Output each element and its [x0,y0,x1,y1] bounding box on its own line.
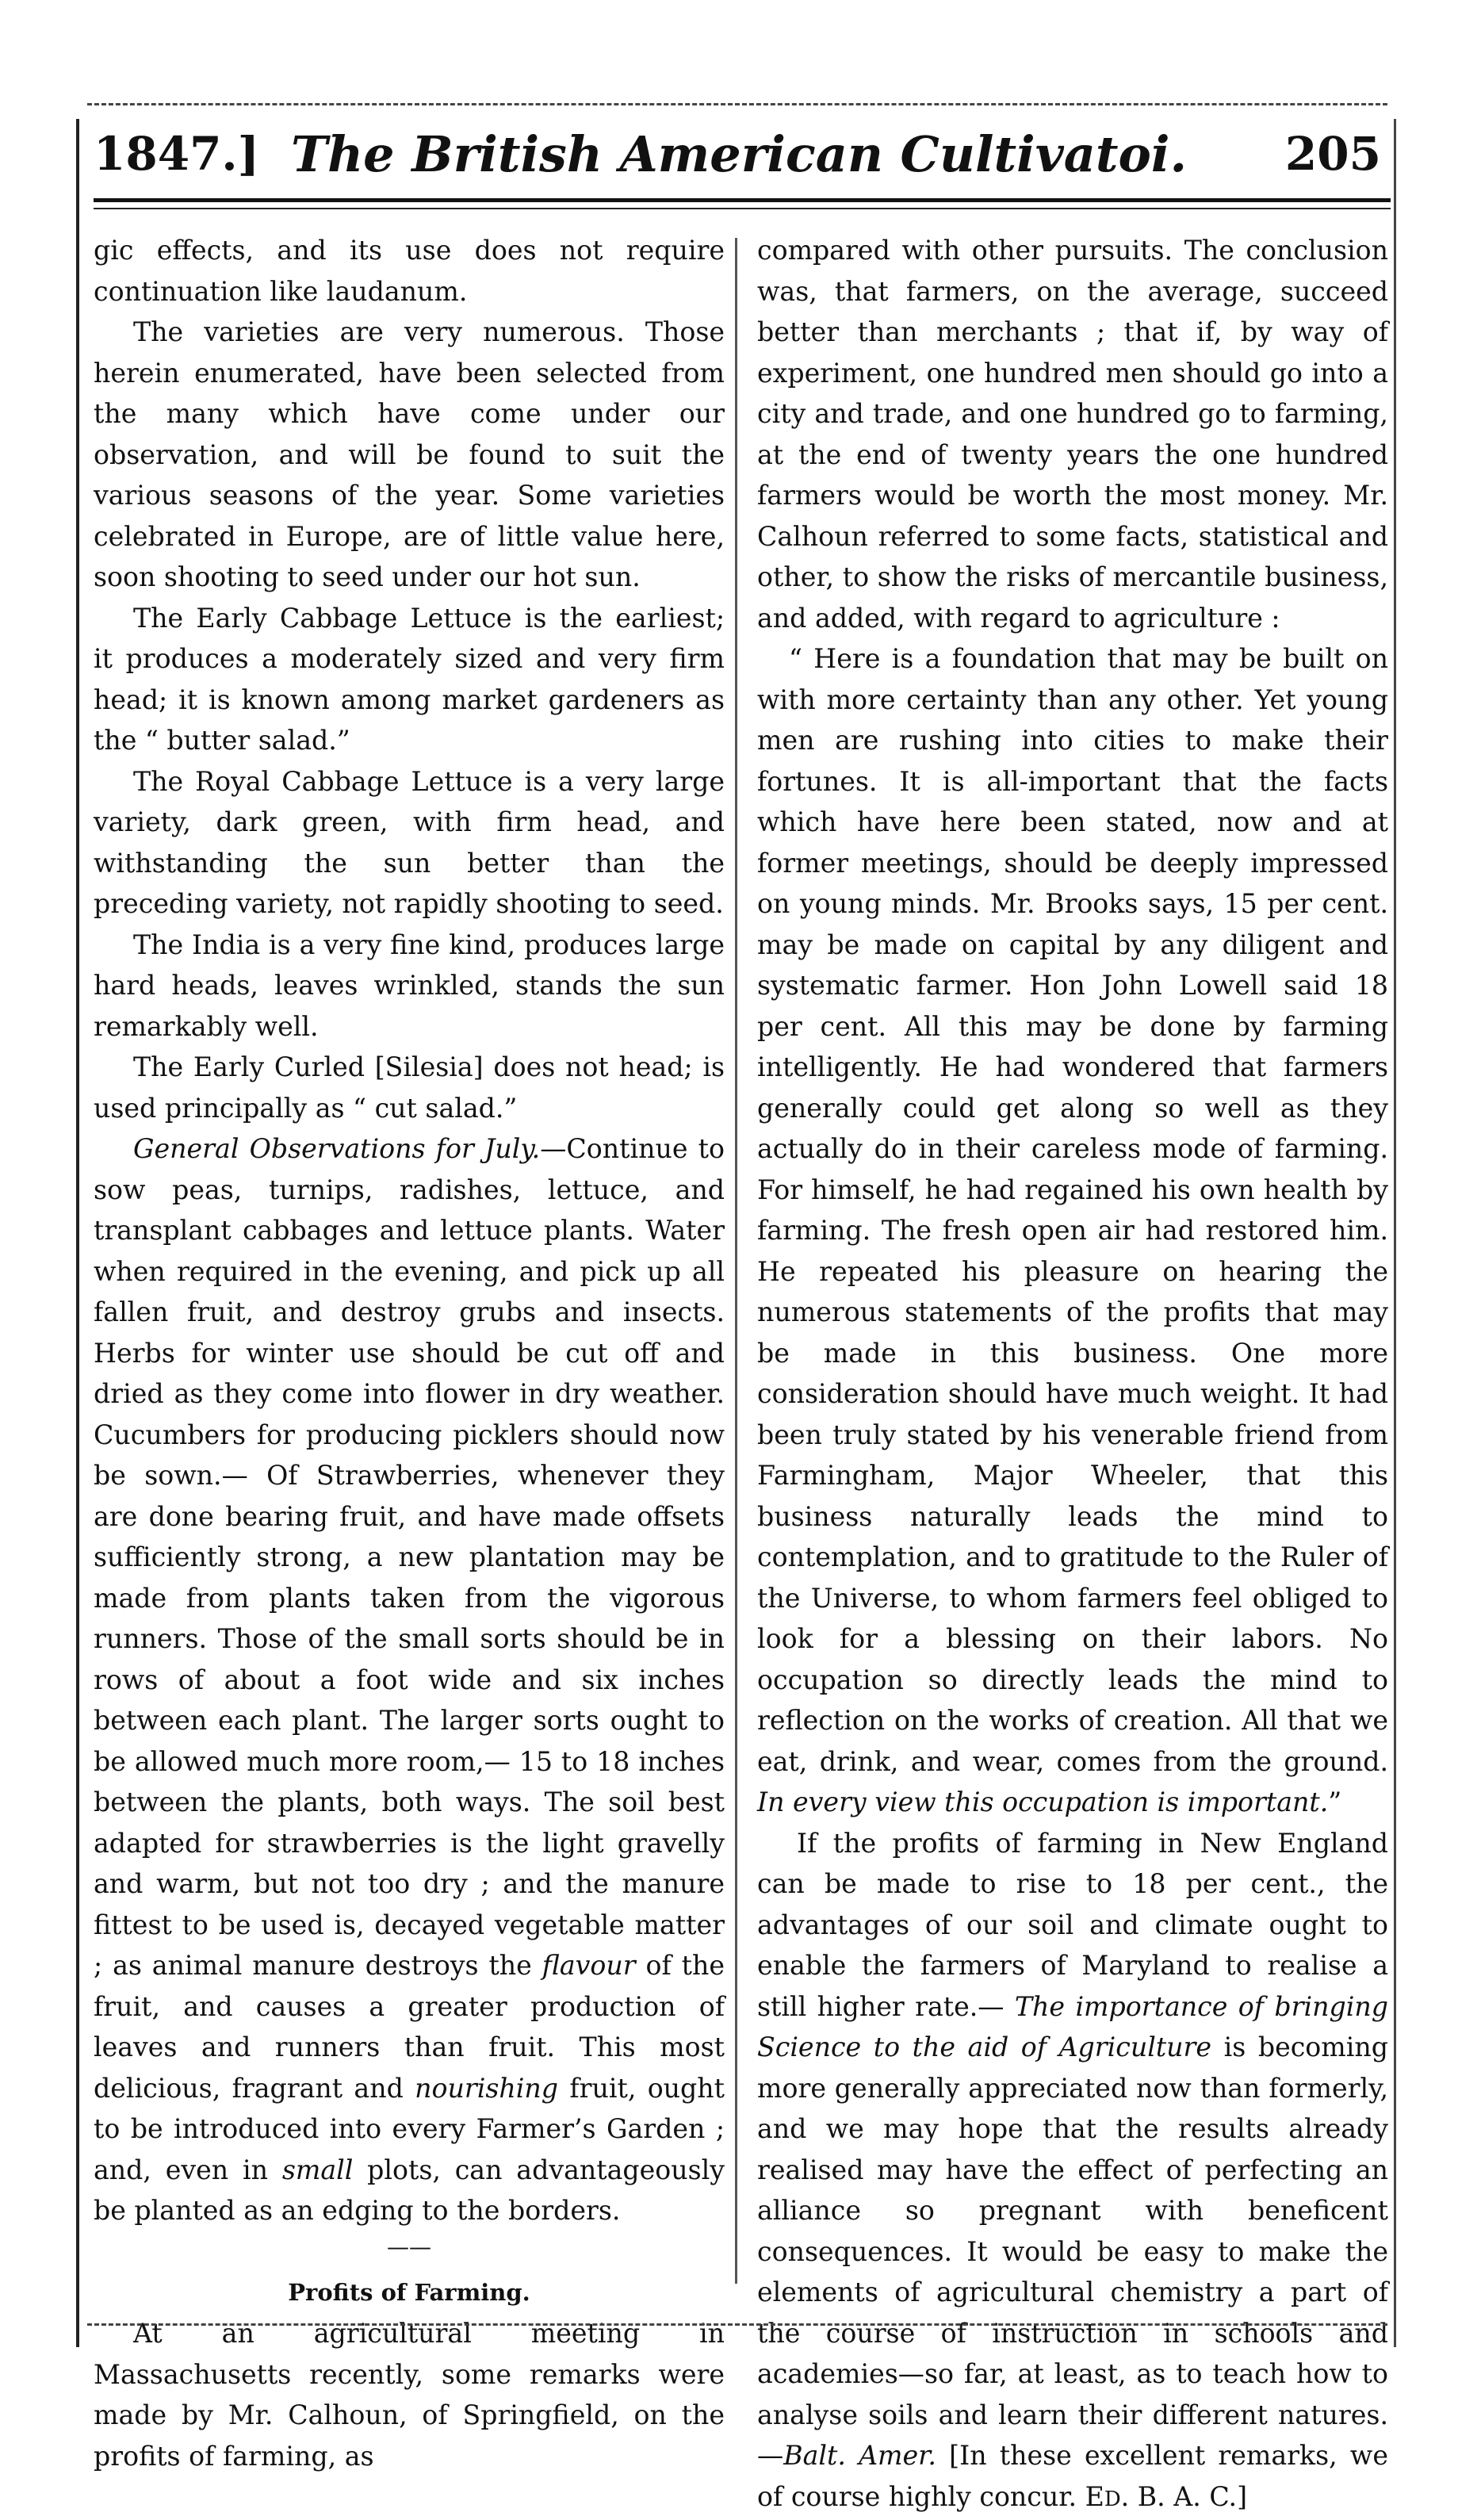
paragraph: The varieties are very numerous. Those herein enumerated, have been selected from the many which have come under our observation, and will be found to suit the various seasons of the year. Some varieties celebrated in Europe, are of little value here, soon shooting to seed under our hot sun. [94,312,725,598]
paragraph: If the profits of farming in New England can be made to rise to 18 per cent., the advantages of our soil and climate ought to enable the farmers of Maryland to realise a still higher rate.— The importance of bringing Science to the aid of Agriculture is becoming more generally appreciated now than formerly, and we may hope that the results already realised may have the effect of perfecting an alliance so pregnant with beneficent consequences. It would be easy to make the elements of agricultural chemistry a part of the course of instruction in schools and academies—so far, at least, as to teach how to analyse soils and learn their different natures.—Balt. Amer. [In these excellent remarks, we of course highly concur. ED. B. A. C.] [757,1823,1388,2520]
section-title: Profits of Farming. [94,2273,725,2314]
paragraph-july-observations: General Observations for July.—Continue to sow peas, turnips, radishes, lettuce, and transplant cabbages and lettuce plants. Water when required in the evening, and pick up all fallen fruit, and destroy grubs and insects. Herbs for winter use should be cut off and dried as they come into flower in dry weather. Cucumbers for producing picklers should now be sown.— Of Strawberries, whenever they are done bearing fruit, and have made offsets sufficiently strong, a new plantation may be made from plants taken from the vigorous runners. Those of the small sorts should be in rows of about a foot wide and six inches between each plant. The larger sorts ought to be allowed much more room,— 15 to 18 inches between the plants, both ways. The soil best adapted for strawberries is the light gravelly and warm, but not too dry ; and the manure fittest to be used is, decayed vegetable matter ; as animal manure destroys the flavour of the fruit, and causes a greater production of leaves and runners than fruit. This most delicious, fragrant and nourishing fruit, ought to be introduced into every Farmer’s Garden ; and, even in small plots, can advantageously be planted as an edging to the borders. [94,1128,725,2231]
header-year: 1847.] [94,127,259,181]
subheading-july: General Observations for July. [133,1133,540,1164]
right-column [757,230,1388,2520]
paragraph: At an agricultural meeting in Massachusetts recently, some remarks were made by Mr. Calhoun, of Springfield, on the profits of farming, as [94,2313,725,2476]
paragraph: gic effects, and its use does not require continuation like laudanum. [94,230,725,312]
paragraph: The Early Curled [Silesia] does not head; is used principally as “ cut salad.” [94,1047,725,1128]
paragraph: The Early Cabbage Lettuce is the earliest; it produces a moderately sized and very firm head; it is known among market gardeners as the “ butter salad.” [94,598,725,761]
journal-title: The British American Cultivatoi. [94,125,1384,183]
left-column [94,230,725,2476]
column-divider [735,238,737,2284]
header-rule-thick [94,198,1391,202]
top-ornament-border [87,103,1387,113]
paragraph: compared with other pursuits. The conclusion was, that farmers, on the average, succeed better than merchants ; that if, by way of experiment, one hundred men should go into a city and trade, and one hundred go to farming, at the end of twenty years the one hundred farmers would be worth the most money. Mr. Calhoun referred to some facts, statistical and other, to show the risks of mercantile business, and added, with regard to agriculture : [757,230,1388,638]
paragraph: The India is a very fine kind, produces large hard heads, leaves wrinkled, stands the sun remarkably well. [94,925,725,1047]
quotation-paragraph: “ Here is a foundation that may be built on with more certainty than any other. Yet young men are rushing into cities to make their fortunes. It is all-important that the facts which have here been stated, now and at former meetings, should be deeply impressed on young minds. Mr. Brooks says, 15 per cent. may be made on capital by any diligent and systematic farmer. Hon John Lowell said 18 per cent. All this may be done by farming intelligently. He had wondered that farmers generally could get along so well as they actually do in their careless mode of farming. For himself, he had regained his own health by farming. The fresh open air had restored him. He repeated his pleasure on hearing the numerous statements of the profits that may be made in this business. One more consideration should have much weight. It had been truly stated by his venerable friend from Farmingham, Major Wheeler, that this business naturally leads the mind to contemplation, and to gratitude to the Ruler of the Universe, to whom farmers feel obliged to look for a blessing on their labors. No occupation so directly leads the mind to reflection on the works of creation. All that we eat, drink, and wear, comes from the ground. In every view this occupation is important.” [757,638,1388,1823]
running-header [94,125,1384,189]
right-page-border [1394,119,1396,2347]
bottom-ornament-border [87,2315,1387,2326]
section-divider: —— [94,2231,725,2273]
page-number: 205 [1285,127,1381,181]
header-rule-thin [94,208,1391,209]
left-page-border [76,119,79,2347]
paragraph: The Royal Cabbage Lettuce is a very large variety, dark green, with firm head, and withstanding the sun better than the preceding variety, not rapidly shooting to seed. [94,761,725,925]
